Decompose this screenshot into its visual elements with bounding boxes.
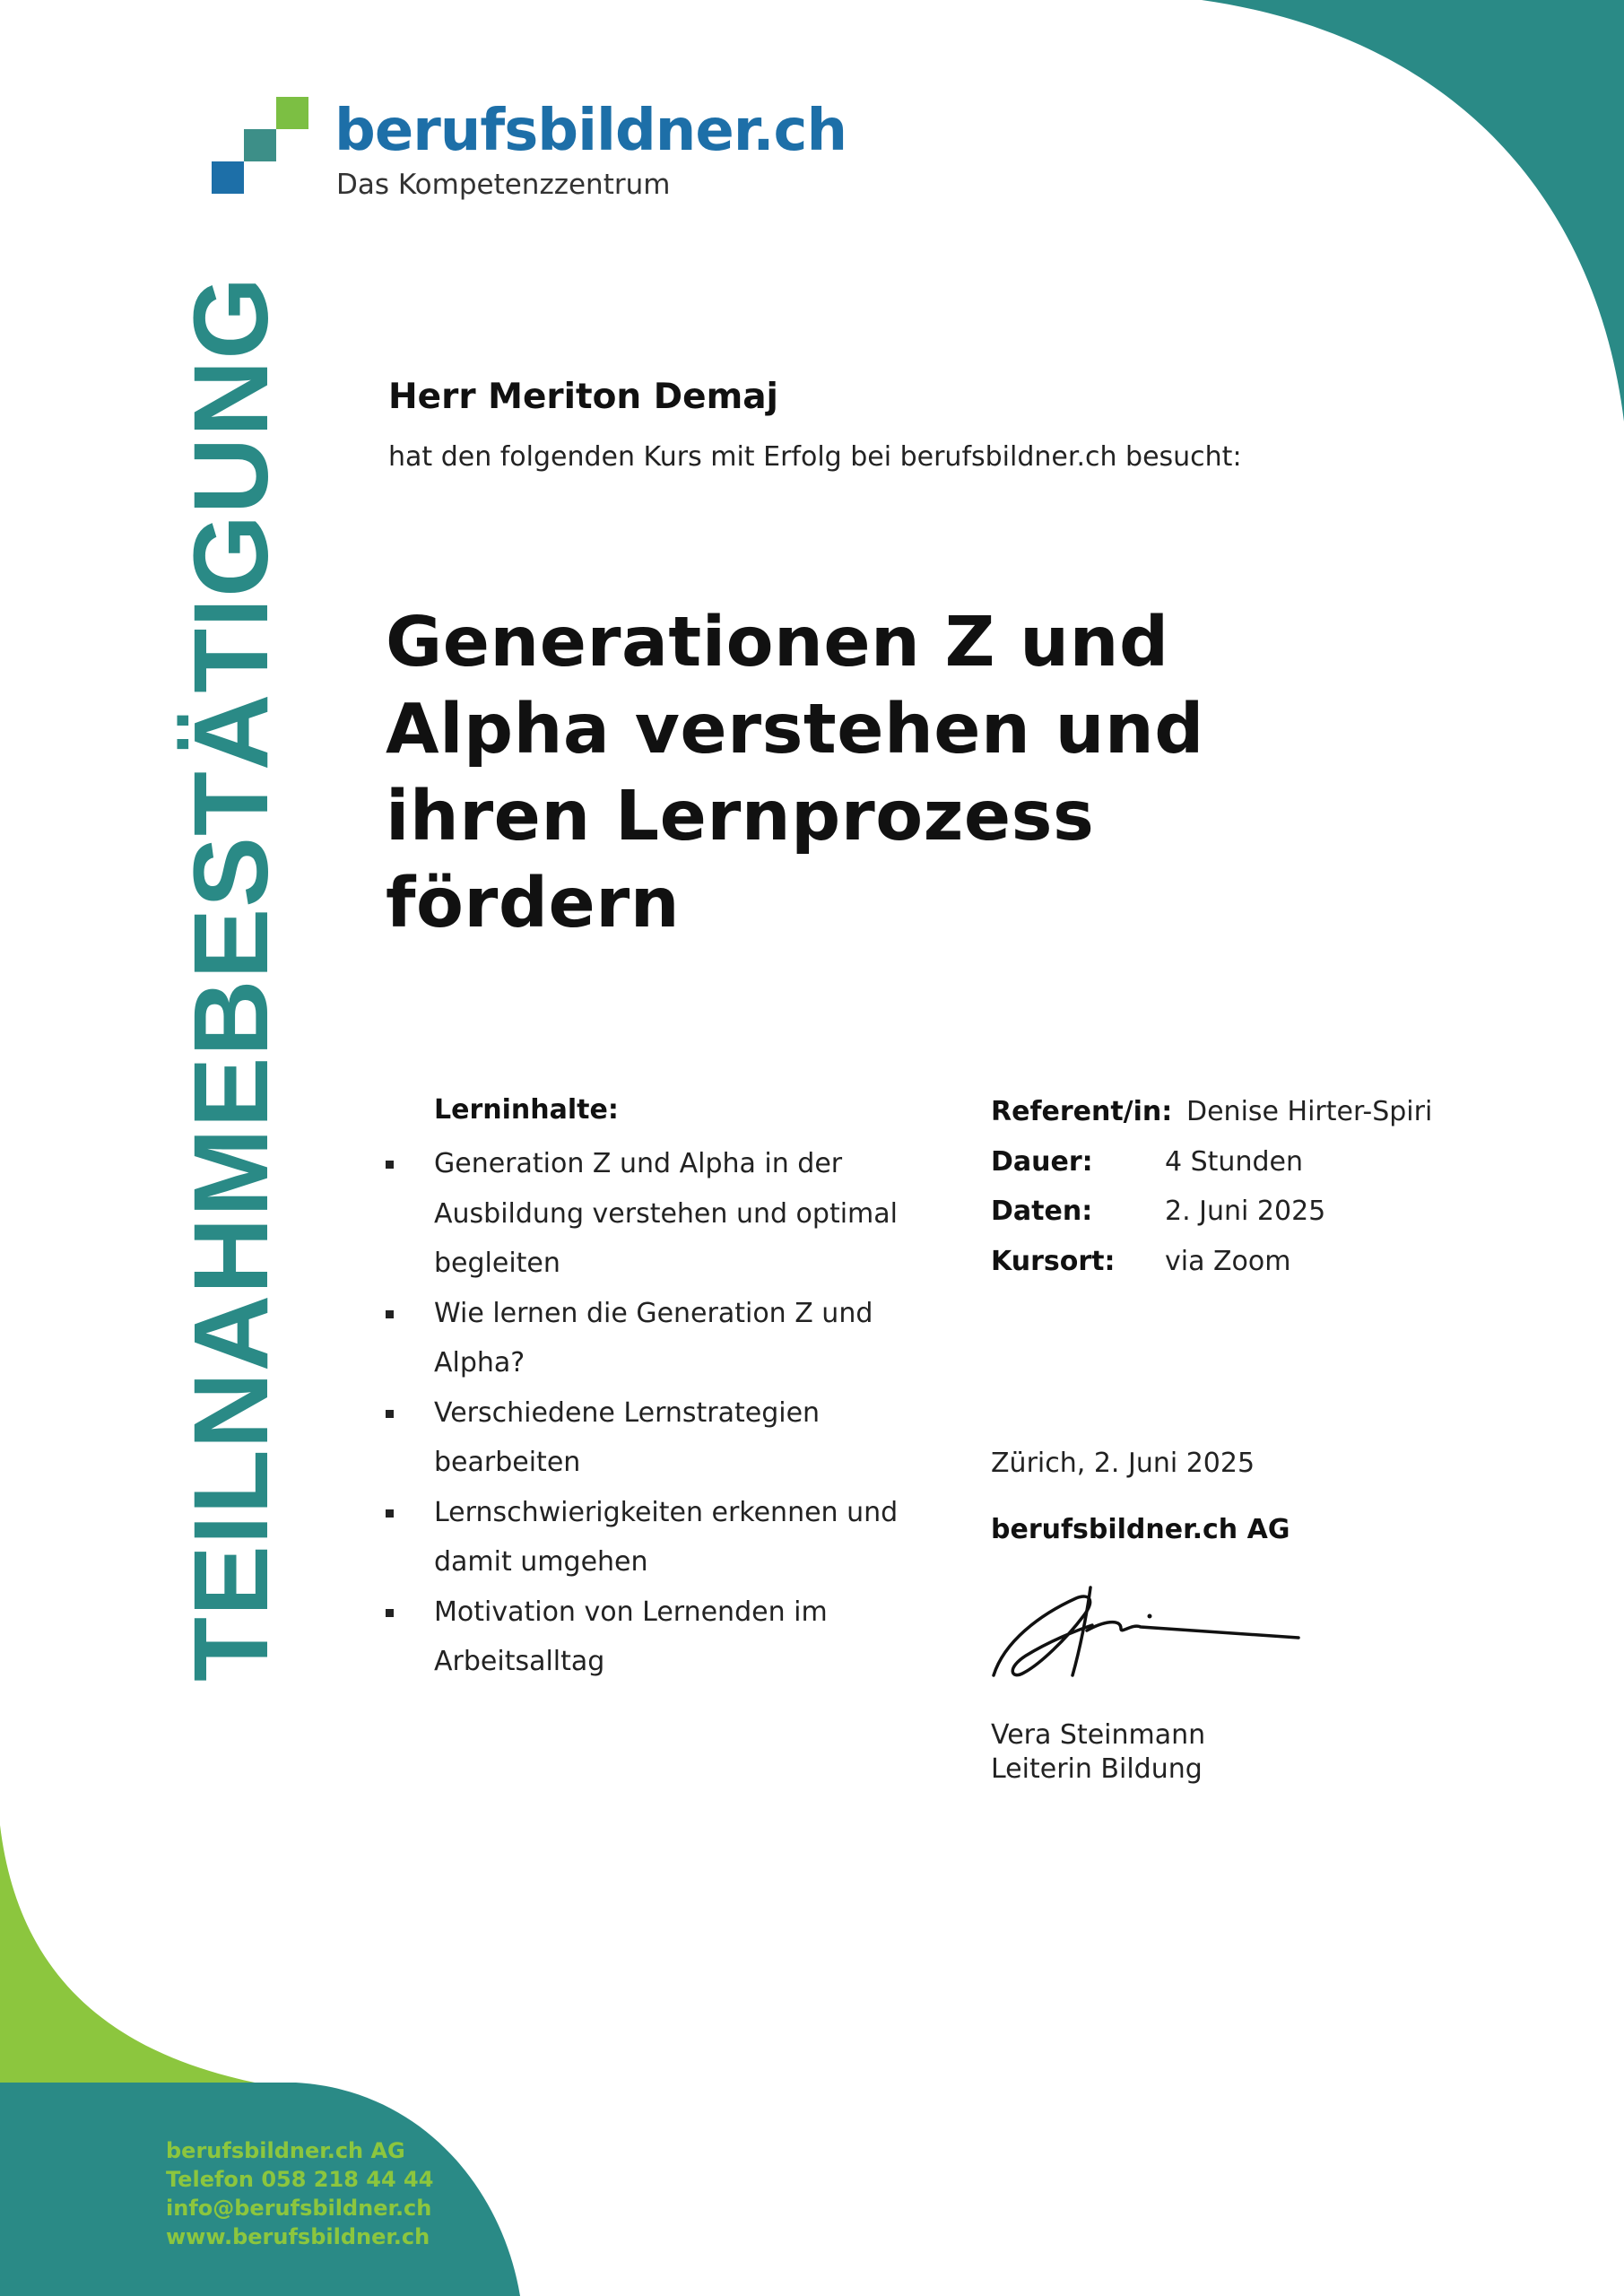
- place-date: Zürich, 2. Juni 2025: [991, 1448, 1255, 1479]
- course-title-line: fördern: [386, 864, 681, 944]
- list-item-line: Arbeitsalltag: [434, 1646, 605, 1677]
- footer-contact: [166, 2136, 433, 2251]
- course-title-line: Generationen Z und: [386, 603, 1169, 683]
- list-item: [383, 1587, 921, 1687]
- detail-value: Denise Hirter-Spiri: [1186, 1096, 1433, 1127]
- learning-list: [383, 1139, 921, 1687]
- list-item: [383, 1488, 921, 1587]
- list-item-line: Ausbildung verstehen und optimal: [434, 1197, 898, 1230]
- intro-text: hat den folgenden Kurs mit Erfolg bei berufsbildner.ch besucht:: [388, 441, 1242, 473]
- detail-value: 2. Juni 2025: [1165, 1196, 1326, 1227]
- list-item-line: Wie lernen die Generation Z und: [434, 1297, 873, 1329]
- company-name: berufsbildner.ch AG: [991, 1514, 1290, 1545]
- detail-label: Kursort:: [991, 1245, 1116, 1277]
- footer-phone: Telefon 058 218 44 44: [166, 2167, 434, 2192]
- course-title-line: Alpha verstehen und: [386, 690, 1204, 770]
- list-item-line: Motivation von Lernenden im: [434, 1596, 828, 1628]
- list-item: [383, 1388, 921, 1488]
- recipient-name: Herr Meriton Demaj: [388, 377, 778, 417]
- signer-role: Leiterin Bildung: [991, 1753, 1203, 1785]
- detail-label: Dauer:: [991, 1145, 1093, 1178]
- list-item-line: Verschiedene Lernstrategien: [434, 1396, 821, 1429]
- detail-label: Referent/in:: [991, 1096, 1173, 1127]
- list-item: [383, 1139, 921, 1289]
- list-item-line: damit umgehen: [434, 1546, 648, 1578]
- logo-icon: [208, 97, 308, 197]
- detail-value: 4 Stunden: [1165, 1145, 1303, 1178]
- footer-email: info@berufsbildner.ch: [166, 2196, 432, 2221]
- list-item-line: begleiten: [434, 1248, 560, 1279]
- course-title-line: ihren Lernprozess: [386, 777, 1095, 857]
- list-item-line: Lernschwierigkeiten erkennen und: [434, 1496, 899, 1528]
- detail-value: via Zoom: [1165, 1245, 1291, 1277]
- footer-website: www.berufsbildner.ch: [166, 2224, 430, 2249]
- logo-tagline: Das Kompetenzzentrum: [336, 169, 671, 201]
- list-item-line: Alpha?: [434, 1347, 525, 1378]
- document-type-title: TEILNAHMEBESTÄTIGUNG: [172, 275, 291, 1682]
- course-title: [386, 599, 1282, 947]
- logo-name: berufsbildner.ch: [334, 98, 847, 164]
- detail-label: Daten:: [991, 1196, 1093, 1227]
- signature-image: [986, 1578, 1309, 1686]
- signer-name: Vera Steinmann: [991, 1719, 1206, 1751]
- list-item: [383, 1289, 921, 1388]
- list-item-line: bearbeiten: [434, 1447, 581, 1478]
- list-item-line: Generation Z und Alpha in der: [434, 1148, 843, 1179]
- footer-company: berufsbildner.ch AG: [166, 2138, 405, 2163]
- learning-heading: Lerninhalte:: [434, 1094, 619, 1126]
